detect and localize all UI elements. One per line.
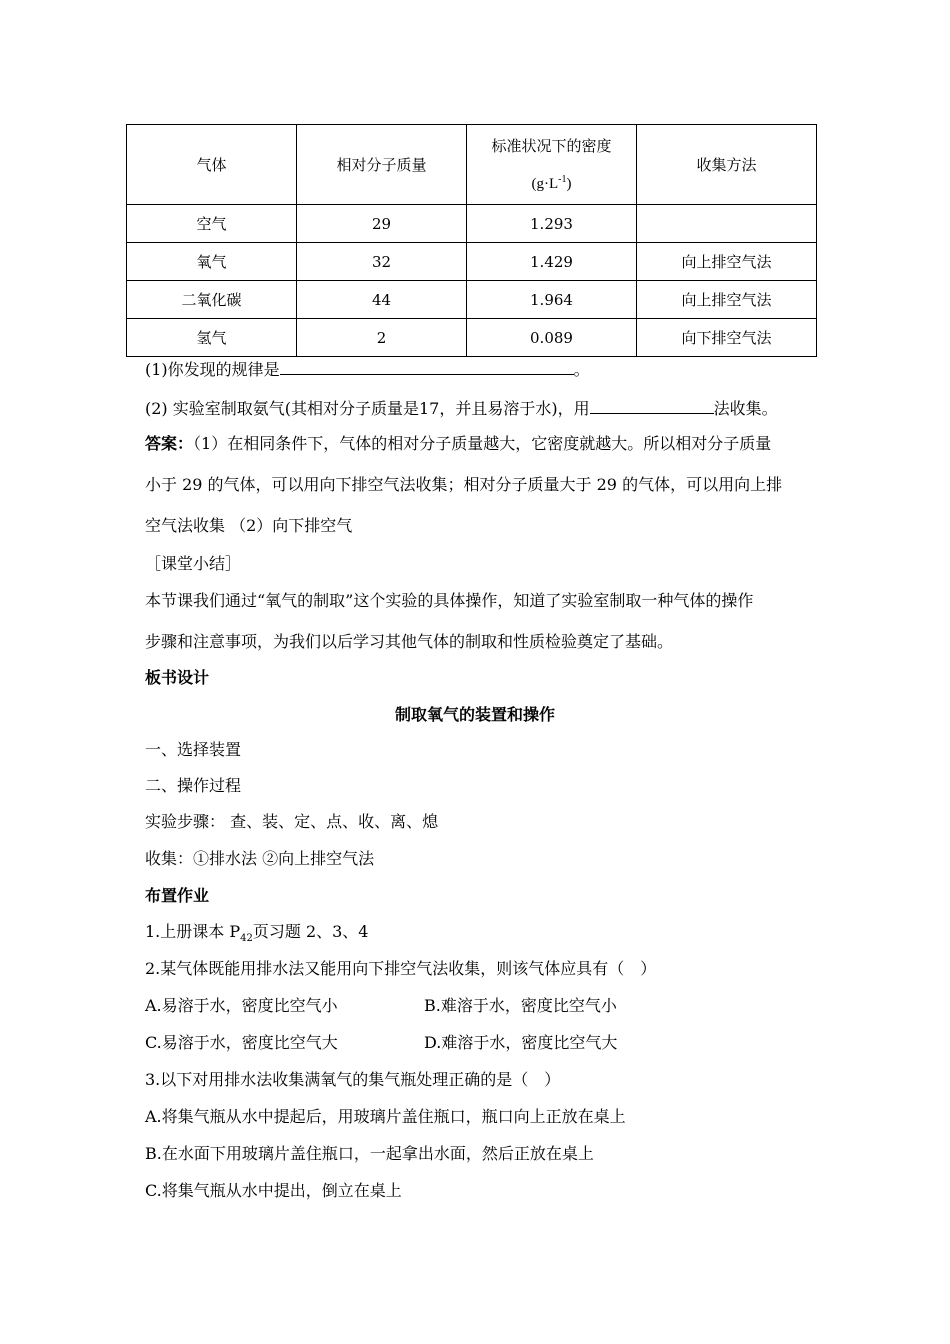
table-cell: 32	[297, 243, 467, 281]
density-unit: $(g\cdot L^{-1})$	[531, 173, 572, 192]
board-collect: 收集：①排水法 ②向上排空气法	[145, 849, 375, 868]
table-cell: 向上排空气法	[637, 281, 817, 319]
summary-heading: ［课堂小结］	[145, 554, 242, 573]
table-cell: 44	[297, 281, 467, 319]
table-header-cell: 气体	[127, 125, 297, 205]
answer-blank	[590, 397, 714, 414]
table-header-cell: 相对分子质量	[297, 125, 467, 205]
table-cell: 二氧化碳	[127, 281, 297, 319]
q2-option-d: D.难溶于水，密度比空气大	[424, 1033, 618, 1052]
answer-blank	[280, 358, 574, 375]
density-header-label: 标准状况下的密度	[491, 136, 612, 155]
summary-line-1: 本节课我们通过“氧气的制取”这个实验的具体操作，知道了实验室制取一种气体的操作	[145, 591, 754, 610]
table-row	[127, 243, 817, 281]
table-cell: 1.293	[467, 205, 637, 243]
answer-line-1: 答案：（1）在相同条件下，气体的相对分子质量越大，它密度就越大。所以相对分子质量	[145, 434, 772, 453]
homework-heading: 布置作业	[145, 886, 210, 905]
answer-label: 答案：	[145, 434, 194, 453]
board-heading: 板书设计	[145, 668, 210, 687]
answer-line-3: 空气法收集 （2）向下排空气	[145, 516, 353, 535]
question-2: (2) 实验室制取氨气(其相对分子质量是17，并且易溶于水)，用 法收集。	[145, 399, 778, 418]
gas-table	[126, 124, 817, 357]
q2-option-c: C.易溶于水，密度比空气大	[145, 1033, 338, 1052]
table-header-cell	[467, 125, 637, 205]
summary-line-2: 步骤和注意事项，为我们以后学习其他气体的制取和性质检验奠定了基础。	[145, 632, 674, 651]
board-steps: 实验步骤： 查、装、定、点、收、离、熄	[145, 812, 439, 831]
homework-q1: 1.上册课本 $P_{42}$页习题 2、3、4	[145, 922, 369, 945]
table-cell: 氢气	[127, 319, 297, 357]
table-row	[127, 319, 817, 357]
q2-option-b: B.难溶于水，密度比空气小	[424, 996, 617, 1015]
table-header-cell: 收集方法	[637, 125, 817, 205]
table-cell: 空气	[127, 205, 297, 243]
table-cell	[637, 205, 817, 243]
table-cell: 2	[297, 319, 467, 357]
table-cell: 向上排空气法	[637, 243, 817, 281]
table-row	[127, 205, 817, 243]
q3-option-b: B.在水面下用玻璃片盖住瓶口，一起拿出水面，然后正放在桌上	[145, 1144, 594, 1163]
q2-option-a: A.易溶于水，密度比空气小	[145, 996, 338, 1015]
q3-option-c: C.将集气瓶从水中提出，倒立在桌上	[145, 1181, 402, 1200]
table-cell: 向下排空气法	[637, 319, 817, 357]
table-header-row	[127, 125, 817, 205]
homework-q2: 2.某气体既能用排水法又能用向下排空气法收集，则该气体应具有（ ）	[145, 959, 657, 978]
table-cell: 1.964	[467, 281, 637, 319]
table-cell: 氧气	[127, 243, 297, 281]
board-title: 制取氧气的装置和操作	[394, 705, 555, 724]
table-cell: 29	[297, 205, 467, 243]
table-cell: 1.429	[467, 243, 637, 281]
homework-q3: 3.以下对用排水法收集满氧气的集气瓶处理正确的是（ ）	[145, 1070, 561, 1089]
board-item-2: 二、操作过程	[145, 776, 242, 795]
question-1: (1)你发现的规律是 。	[145, 360, 590, 379]
table-row	[127, 281, 817, 319]
answer-line-2: 小于 29 的气体，可以用向下排空气法收集；相对分子质量大于 29 的气体，可以用向上排	[145, 475, 783, 494]
q3-option-a: A.将集气瓶从水中提起后，用玻璃片盖住瓶口，瓶口向上正放在桌上	[145, 1107, 626, 1126]
board-item-1: 一、选择装置	[145, 740, 242, 759]
table-cell: 0.089	[467, 319, 637, 357]
